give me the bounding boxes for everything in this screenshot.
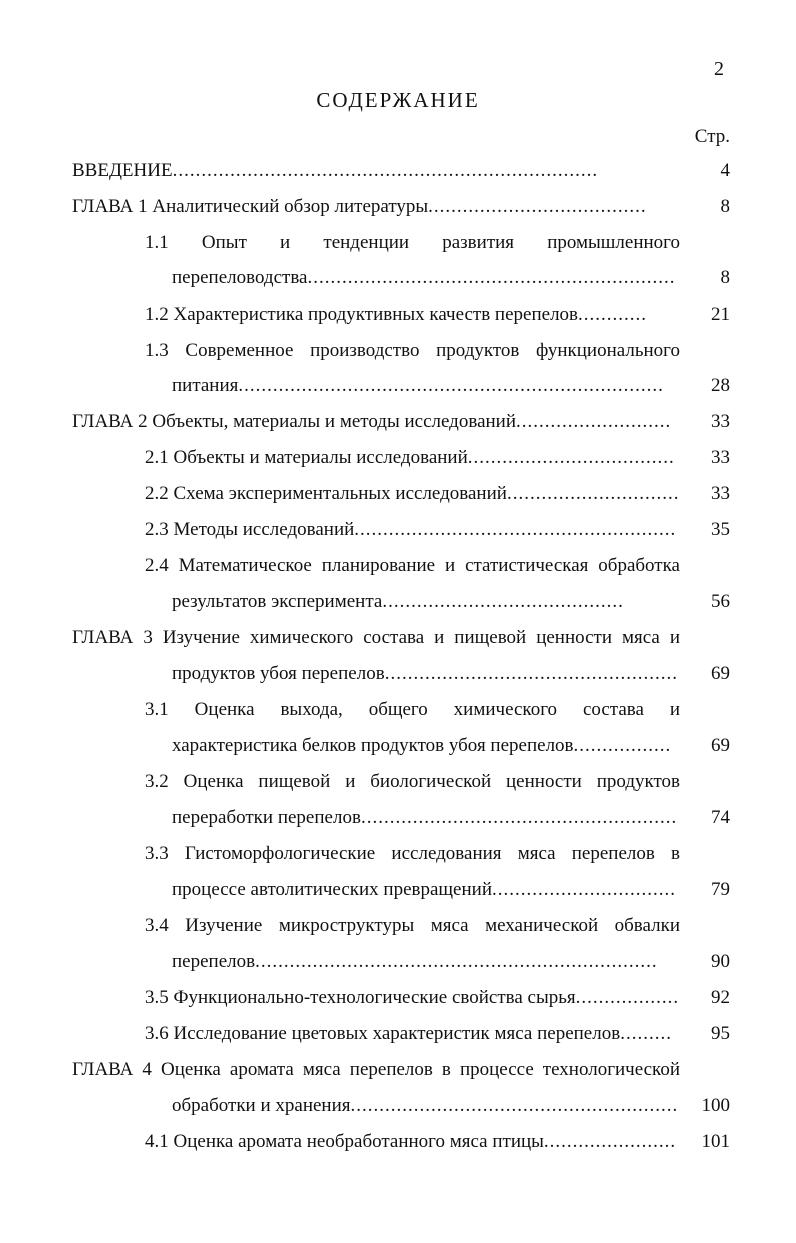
toc-entry-text: продуктов убоя перепелов	[172, 663, 385, 684]
toc-entry-text: 3.6 Исследование цветовых характеристик мяса перепелов	[145, 1023, 621, 1044]
toc-entry-3-1[interactable]	[172, 735, 671, 757]
toc-entry-text: 1.2 Характеристика продуктивных качеств перепелов	[145, 304, 579, 325]
toc-entry-1-2[interactable]	[145, 304, 647, 326]
toc-entry-4-1[interactable]	[145, 1131, 676, 1153]
toc-entry-text: процессе автолитических превращений	[172, 879, 492, 900]
toc-entry-text: ГЛАВА 2 Объекты, материалы и методы исследований	[72, 411, 517, 432]
toc-entry-text: перепеловодства	[172, 267, 308, 288]
toc-entry-text: 4.1 Оценка аромата необработанного мяса птицы	[145, 1131, 544, 1152]
toc-entry-chapter-3-line1[interactable]: ГЛАВА 3 Изучение химического состава и пищевой ценности мяса и	[72, 627, 680, 648]
toc-entry-1-3-line1[interactable]: 1.3 Современное производство продуктов функционального	[145, 340, 680, 361]
toc-entry-text: обработки и хранения	[172, 1095, 351, 1116]
toc-entry-chapter-2[interactable]	[72, 411, 671, 433]
toc-page-number: 35	[711, 519, 730, 540]
toc-entry-text: характеристика белков продуктов убоя перепелов	[172, 735, 574, 756]
toc-leader-dots: ..................	[575, 987, 680, 1008]
toc-page-number: 92	[711, 987, 730, 1008]
toc-leader-dots: ..........................................................................	[172, 160, 599, 181]
toc-leader-dots: ..............................	[506, 483, 680, 504]
toc-leader-dots: ................................	[492, 879, 676, 900]
toc-leader-dots: ..........................................	[382, 591, 624, 612]
toc-page-number: 101	[701, 1131, 730, 1152]
toc-leader-dots: .........................................................	[350, 1095, 679, 1116]
toc-page-number: 69	[711, 735, 730, 756]
toc-entry-text: 3.5 Функционально-технологические свойства сырья	[145, 987, 576, 1008]
toc-page-number: 4	[720, 160, 730, 181]
toc-leader-dots: ......................................	[428, 196, 647, 217]
toc-page-number: 79	[711, 879, 730, 900]
toc-leader-dots: .........	[620, 1023, 672, 1044]
toc-leader-dots: ...................................................	[384, 663, 678, 684]
toc-page-number: 56	[711, 591, 730, 612]
toc-entry-2-3[interactable]	[145, 519, 676, 541]
toc-entry-1-3[interactable]	[172, 375, 664, 397]
toc-entry-introduction[interactable]	[72, 160, 598, 182]
toc-entry-text: питания	[172, 375, 239, 396]
toc-entry-text: 2.1 Объекты и материалы исследований	[145, 447, 468, 468]
toc-entry-3-4[interactable]	[172, 951, 658, 973]
page-title: СОДЕРЖАНИЕ	[316, 88, 480, 112]
toc-leader-dots: ....................................	[467, 447, 675, 468]
toc-entry-text: переработки перепелов	[172, 807, 361, 828]
toc-page-number: 33	[711, 447, 730, 468]
toc-page-number: 8	[720, 267, 730, 288]
toc-leader-dots: ................................................................	[307, 267, 676, 288]
toc-entry-3-4-line1[interactable]: 3.4 Изучение микроструктуры мяса механической обвалки	[145, 915, 680, 936]
toc-entry-text: перепелов	[172, 951, 256, 972]
toc-entry-chapter-3[interactable]	[172, 663, 678, 685]
toc-entry-2-2[interactable]	[145, 483, 679, 505]
toc-leader-dots: ............	[578, 304, 648, 325]
toc-entry-text: ВВЕДЕНИЕ	[72, 160, 173, 181]
toc-page-number: 8	[720, 196, 730, 217]
toc-entry-3-2[interactable]	[172, 807, 677, 829]
toc-entry-text: 2.2 Схема экспериментальных исследований	[145, 483, 507, 504]
toc-leader-dots: ........................................................	[354, 519, 677, 540]
toc-page-number: 90	[711, 951, 730, 972]
toc-entry-3-6[interactable]	[145, 1023, 672, 1045]
toc-entry-3-5[interactable]	[145, 987, 679, 1009]
toc-entry-chapter-4-line1[interactable]: ГЛАВА 4 Оценка аромата мяса перепелов в процессе технологической	[72, 1059, 680, 1080]
toc-entry-3-3-line1[interactable]: 3.3 Гистоморфологические исследования мяса перепелов в	[145, 843, 680, 864]
toc-page-number: 74	[711, 807, 730, 828]
toc-leader-dots: ...........................	[516, 411, 672, 432]
toc-page-number: 33	[711, 411, 730, 432]
toc-page-number: 100	[701, 1095, 730, 1116]
toc-leader-dots: .................	[573, 735, 672, 756]
toc-entry-text: ГЛАВА 1 Аналитический обзор литературы	[72, 196, 429, 217]
toc-entry-3-2-line1[interactable]: 3.2 Оценка пищевой и биологической ценности продуктов	[145, 771, 680, 792]
toc-entry-chapter-4[interactable]	[172, 1095, 678, 1117]
toc-page-number: 33	[711, 483, 730, 504]
toc-entry-2-4-line1[interactable]: 2.4 Математическое планирование и статистическая обработка	[145, 555, 680, 576]
toc-leader-dots: ..........................................................................	[238, 375, 664, 396]
pages-column-label: Стр.	[694, 126, 730, 147]
toc-entry-3-3[interactable]	[172, 879, 676, 901]
toc-page-number: 21	[711, 304, 730, 325]
toc-entry-1-1[interactable]	[172, 267, 675, 289]
toc-entry-2-4[interactable]	[172, 591, 624, 613]
toc-leader-dots: .......................	[543, 1131, 677, 1152]
toc-entry-3-1-line1[interactable]: 3.1 Оценка выхода, общего химического состава и	[145, 699, 680, 720]
toc-entry-1-1-line1[interactable]: 1.1 Опыт и тенденции развития промышленного	[145, 232, 680, 253]
toc-page-number: 69	[711, 663, 730, 684]
page-number: 2	[714, 58, 724, 80]
toc-entry-text: 2.3 Методы исследований	[145, 519, 355, 540]
toc-entry-2-1[interactable]	[145, 447, 675, 469]
toc-entry-chapter-1[interactable]	[72, 196, 647, 218]
toc-entry-text: результатов эксперимента	[172, 591, 383, 612]
toc-page-number: 28	[711, 375, 730, 396]
toc-page-number: 95	[711, 1023, 730, 1044]
toc-leader-dots: .......................................................	[360, 807, 678, 828]
toc-leader-dots: ......................................................................	[255, 951, 658, 972]
